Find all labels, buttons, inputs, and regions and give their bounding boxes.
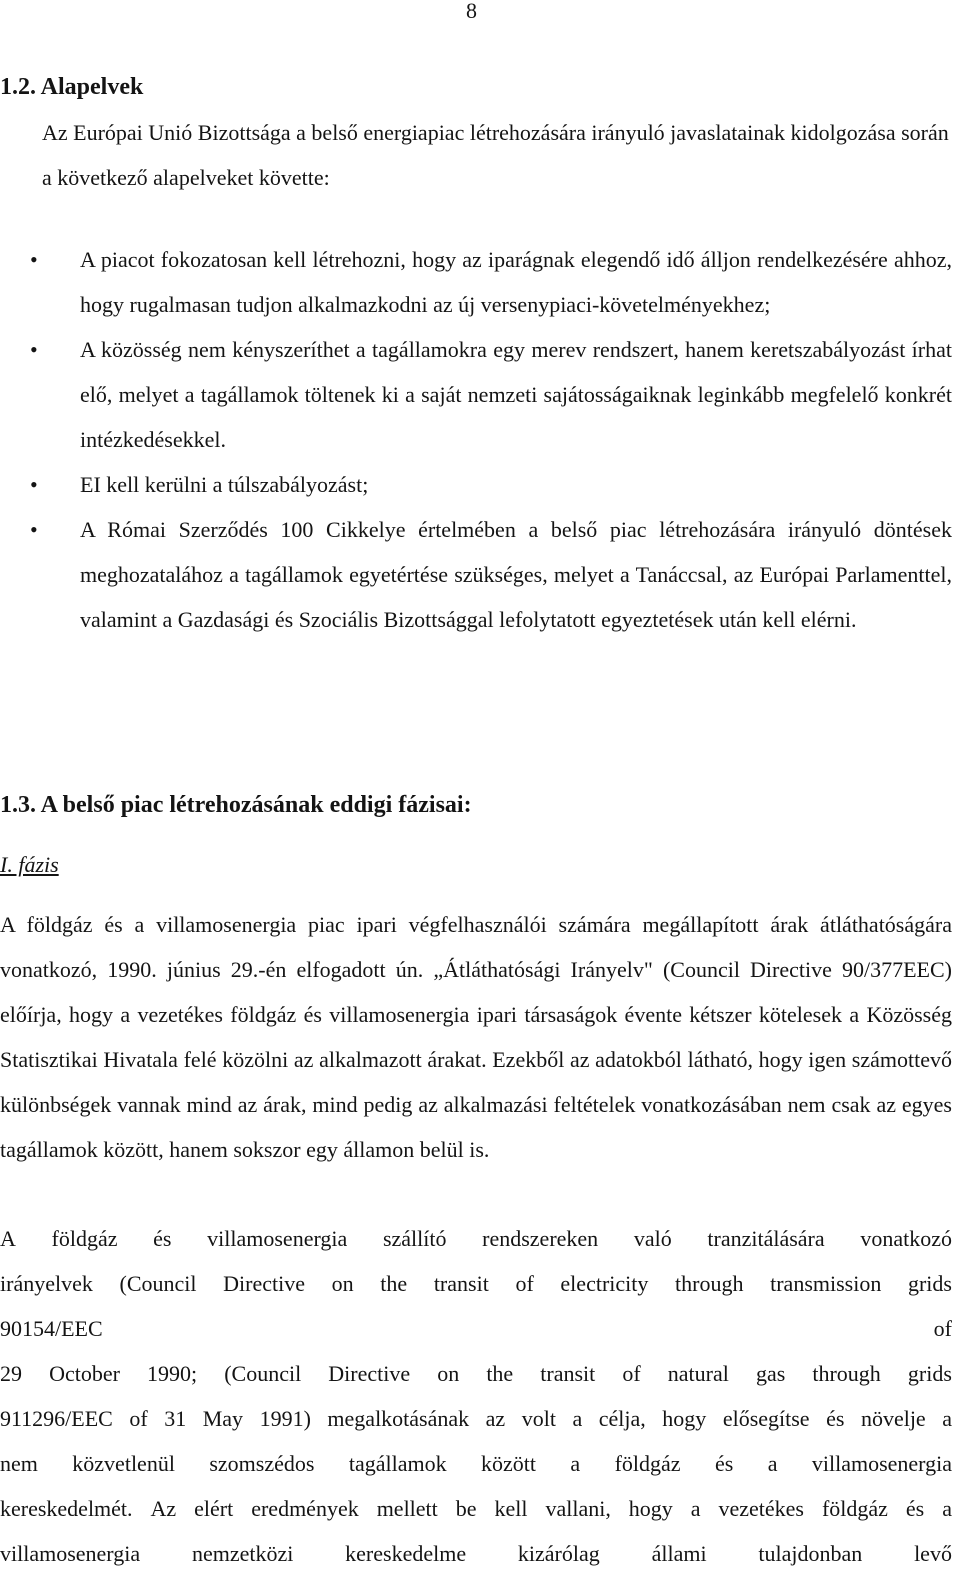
bullet-icon: •	[30, 337, 38, 362]
text-line: 90154/EEC of	[0, 1316, 952, 1341]
text-line: A földgáz és villamosenergia szállító rendszereken való tranzitálására vonatkozó	[0, 1226, 952, 1251]
list-item: • A közösség nem kényszeríthet a tagállamokra egy merev rendszert, hanem keretszabályozást írhat elő, melyet a tagállamok töltenek ki a saját nemzeti sajátosságaiknak leginkább megfelelő konkrét intézkedésekkel.	[0, 327, 952, 462]
list-item: • EI kell kerülni a túlszabályozást;	[0, 462, 952, 507]
page-number: 8	[466, 0, 477, 23]
body-paragraph-2	[0, 1216, 952, 1576]
principles-list	[0, 237, 952, 642]
list-item: • A Római Szerződés 100 Cikkelye értelmében a belső piac létrehozására irányuló döntések meghozatalához a tagállamok egyetértése szükséges, melyet a Tanáccsal, az Európai Parlamenttel, valamint a Gazdasági és Szociális Bizottsággal lefolytatott egyeztetések után kell elérni.	[0, 507, 952, 642]
bullet-icon: •	[30, 517, 38, 542]
section-heading-phases: 1.3. A belső piac létrehozásának eddigi fázisai:	[0, 792, 472, 818]
text-line: irányelvek (Council Directive on the transit of electricity through transmission grids	[0, 1271, 952, 1296]
text-line: 911296/EEC of 31 May 1991) megalkotásának az volt a célja, hogy elősegítse és növelje a	[0, 1406, 952, 1431]
text-line: kereskedelmét. Az elért eredmények mellett be kell vallani, hogy a vezetékes földgáz és a	[0, 1496, 952, 1521]
intro-paragraph: Az Európai Unió Bizottsága a belső energiapiac létrehozására irányuló javaslatainak kidolgozása során a következő alapelveket követte:	[42, 120, 949, 190]
section-heading-alapelvek: 1.2. Alapelvek	[0, 74, 144, 100]
text-line: villamosenergia nemzetközi kereskedelme kizárólag állami tulajdonban levő	[0, 1541, 952, 1566]
bullet-icon: •	[30, 247, 38, 272]
list-item: • A piacot fokozatosan kell létrehozni, hogy az iparágnak elegendő idő álljon rendelkezésére ahhoz, hogy rugalmasan tudjon alkalmazkodni az új versenypiaci-követelményekhez;	[0, 237, 952, 327]
text-line: nem közvetlenül szomszédos tagállamok között a földgáz és a villamosenergia	[0, 1451, 952, 1476]
text-line: 29 October 1990; (Council Directive on the transit of natural gas through grids	[0, 1361, 952, 1386]
body-paragraph-1: A földgáz és a villamosenergia piac ipari végfelhasználói számára megállapított árak átláthatóságára vonatkozó, 1990. június 29.-én elfogadott ún. „Átláthatósági Irányelv" (Council Directive 90/377EEC) előírja, hogy a vezetékes földgáz és villamosenergia ipari társaságok évente kétszer kötelesek a Közösség Statisztikai Hivatala felé közölni az alkalmazott árakat. Ezekből az adatokból látható, hogy igen számottevő különbségek vannak mind az árak, mind pedig az alkalmazási feltételek vonatkozásában nem csak az egyes tagállamok között, hanem sokszor egy államon belül is.	[0, 912, 952, 1162]
bullet-icon: •	[30, 472, 38, 497]
phase-title: I. fázis	[0, 852, 59, 877]
